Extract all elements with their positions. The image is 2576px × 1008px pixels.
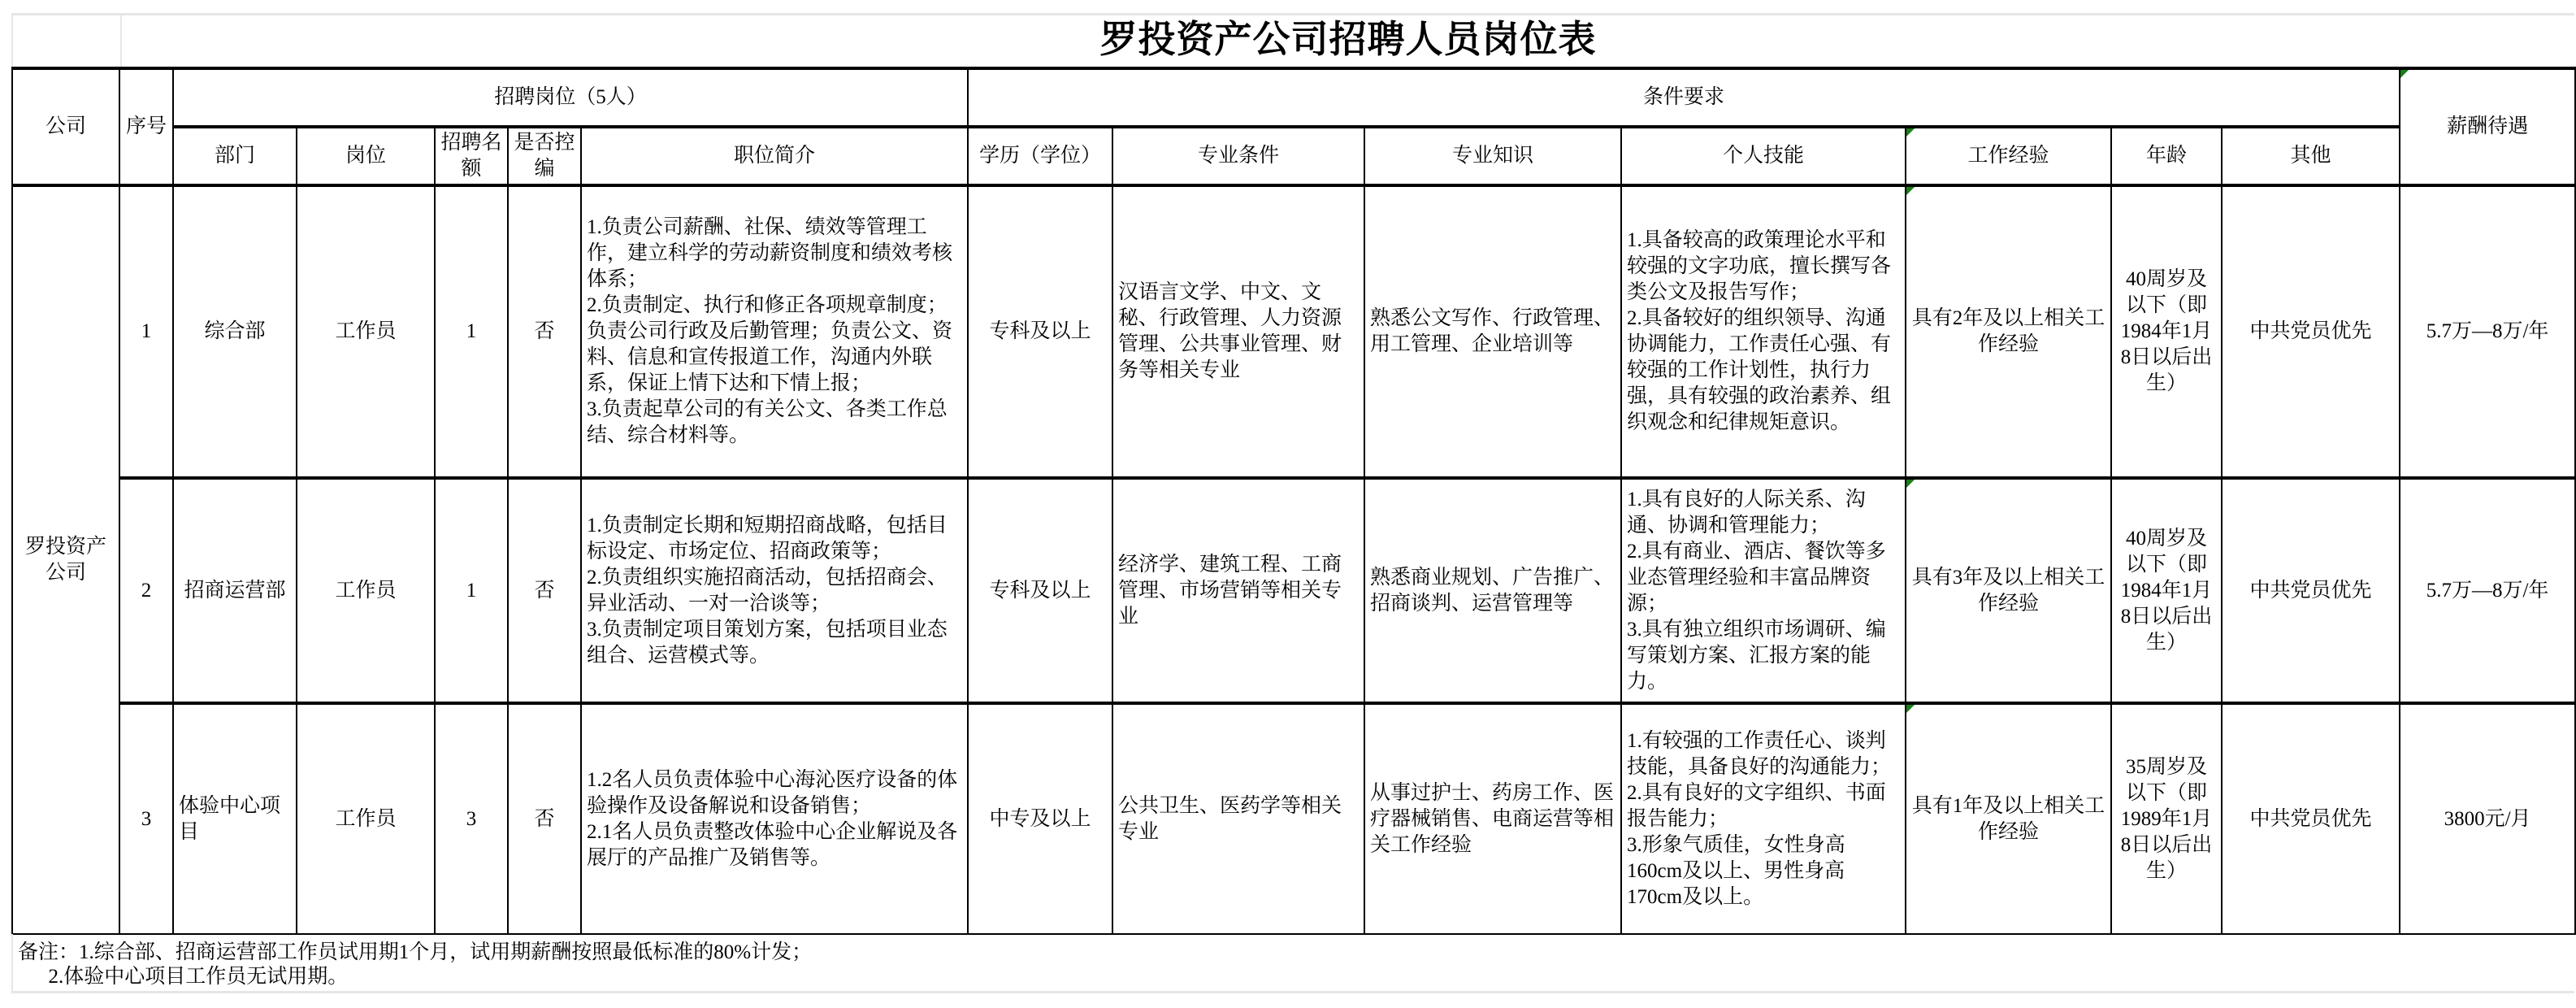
header-dept: 部门	[173, 127, 297, 185]
post-cell: 工作员	[297, 478, 435, 703]
quota-cell: 1	[435, 478, 508, 703]
seq-cell: 3	[119, 703, 173, 934]
header-other: 其他	[2222, 127, 2400, 185]
duties-cell: 1.负责制定长期和短期招商战略，包括目标设定、市场定位、招商政策等； 2.负责组织实施招商活动，包括招商会、异业活动、一对一洽谈等； 3.负责制定项目策划方案，包括项目业态组合、运营模式等。	[581, 478, 968, 703]
controlled-cell: 否	[508, 478, 581, 703]
experience-cell: 具有3年及以上相关工作经验	[1906, 478, 2111, 703]
knowledge-cell: 熟悉公文写作、行政管理、用工管理、企业培训等	[1364, 185, 1621, 478]
header-duties: 职位简介	[581, 127, 968, 185]
header-seq: 序号	[119, 68, 173, 185]
quota-cell: 3	[435, 703, 508, 934]
education-cell: 专科及以上	[968, 185, 1112, 478]
age-cell: 40周岁及以下（即1984年1月8日以后出生）	[2111, 478, 2222, 703]
major-cell: 汉语言文学、中文、文秘、行政管理、人力资源管理、公共事业管理、财务等相关专业	[1112, 185, 1364, 478]
header-salary: 薪酬待遇	[2400, 68, 2575, 185]
other-cell: 中共党员优先	[2222, 478, 2400, 703]
table-row	[12, 185, 2575, 478]
post-cell: 工作员	[297, 703, 435, 934]
company-cell: 罗投资产 公司	[12, 185, 119, 934]
skills-cell: 1.具有良好的人际关系、沟通、协调和管理能力； 2.具有商业、酒店、餐饮等多业态管理经验和丰富品牌资源； 3.具有独立组织市场调研、编写策划方案、汇报方案的能力。	[1621, 478, 1906, 703]
header-knowledge: 专业知识	[1364, 127, 1621, 185]
skills-cell: 1.有较强的工作责任心、谈判技能，具备良好的沟通能力； 2.具有良好的文字组织、书面报告能力； 3.形象气质佳，女性身高160cm及以上、男性身高170cm及以上。	[1621, 703, 1906, 934]
recruitment-table	[11, 67, 2576, 935]
header-age: 年龄	[2111, 127, 2222, 185]
header-major: 专业条件	[1112, 127, 1364, 185]
duties-cell: 1.负责公司薪酬、社保、绩效等管理工作，建立科学的劳动薪资制度和绩效考核体系； 2.负责制定、执行和修正各项规章制度；负责公司行政及后勤管理；负责公文、资料、信息和宣传报道工作，沟通内外联系，保证上情下达和下情上报； 3.负责起草公司的有关公文、各类工作总结、综合材料等。	[581, 185, 968, 478]
experience-cell: 具有1年及以上相关工作经验	[1906, 703, 2111, 934]
duties-cell: 1.2名人员负责体验中心海沁医疗设备的体验操作及设备解说和设备销售； 2.1名人员负责整改体验中心企业解说及各展厅的产品推广及销售等。	[581, 703, 968, 934]
salary-cell: 3800元/月	[2400, 703, 2575, 934]
header-company: 公司	[12, 68, 119, 185]
header-quota: 招聘名额	[435, 127, 508, 185]
post-cell: 工作员	[297, 185, 435, 478]
header-positions-group: 招聘岗位（5人）	[173, 68, 968, 127]
quota-cell: 1	[435, 185, 508, 478]
notes-section	[11, 934, 2574, 993]
experience-cell: 具有2年及以上相关工作经验	[1906, 185, 2111, 478]
table-row	[12, 478, 2575, 703]
page-title: 罗投资产公司招聘人员岗位表	[1099, 19, 1597, 60]
note-line: 备注：1.综合部、招商运营部工作员试用期1个月，试用期薪酬按照最低标准的80%计发；	[18, 941, 813, 963]
major-cell: 公共卫生、医药学等相关专业	[1112, 703, 1364, 934]
age-cell: 35周岁及以下（即1989年1月8日以后出生）	[2111, 703, 2222, 934]
header-skills: 个人技能	[1621, 127, 1906, 185]
other-cell: 中共党员优先	[2222, 703, 2400, 934]
dept-cell: 体验中心项目	[173, 703, 297, 934]
header-education: 学历（学位）	[968, 127, 1112, 185]
knowledge-cell: 熟悉商业规划、广告推广、招商谈判、运营管理等	[1364, 478, 1621, 703]
title-blank-cell	[11, 15, 122, 67]
dept-cell: 综合部	[173, 185, 297, 478]
note-line: 2.体验中心项目工作员无试用期。	[18, 966, 349, 988]
header-requirements-group: 条件要求	[968, 68, 2400, 127]
header-experience: 工作经验	[1906, 127, 2111, 185]
salary-cell: 5.7万—8万/年	[2400, 478, 2575, 703]
age-cell: 40周岁及以下（即1984年1月8日以后出生）	[2111, 185, 2222, 478]
controlled-cell: 否	[508, 703, 581, 934]
skills-cell: 1.具备较高的政策理论水平和较强的文字功底，擅长撰写各类公文及报告写作； 2.具备较好的组织领导、沟通协调能力，工作责任心强、有较强的工作计划性，执行力强，具有较强的政治素养、组织观念和纪律规矩意识。	[1621, 185, 1906, 478]
education-cell: 专科及以上	[968, 478, 1112, 703]
education-cell: 中专及以上	[968, 703, 1112, 934]
seq-cell: 2	[119, 478, 173, 703]
header-controlled: 是否控编	[508, 127, 581, 185]
other-cell: 中共党员优先	[2222, 185, 2400, 478]
title-row	[11, 13, 2574, 67]
knowledge-cell: 从事过护士、药房工作、医疗器械销售、电商运营等相关工作经验	[1364, 703, 1621, 934]
header-post: 岗位	[297, 127, 435, 185]
major-cell: 经济学、建筑工程、工商管理、市场营销等相关专业	[1112, 478, 1364, 703]
controlled-cell: 否	[508, 185, 581, 478]
salary-cell: 5.7万—8万/年	[2400, 185, 2575, 478]
dept-cell: 招商运营部	[173, 478, 297, 703]
table-row	[12, 703, 2575, 934]
seq-cell: 1	[119, 185, 173, 478]
